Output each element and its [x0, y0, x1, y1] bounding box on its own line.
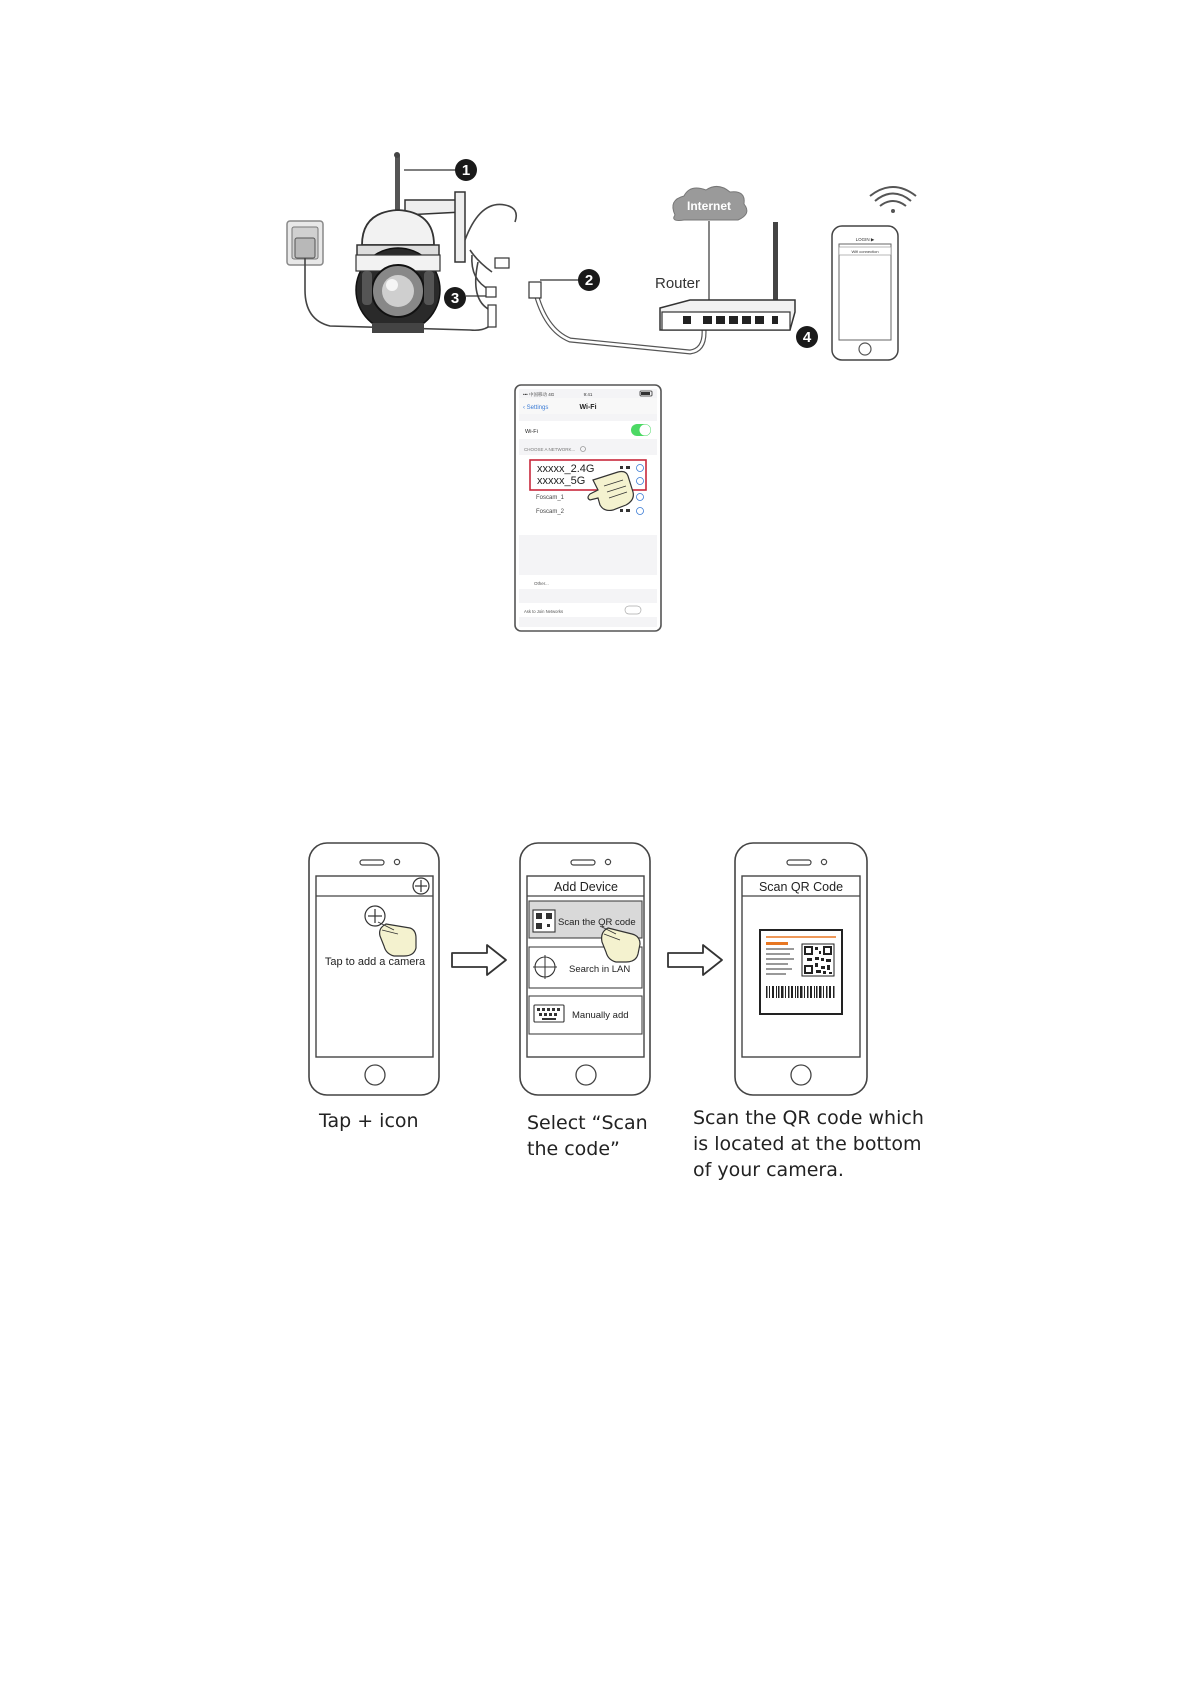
svg-text:Router: Router	[655, 275, 701, 292]
network-2-4g[interactable]: xxxxx_2.4G	[537, 463, 595, 475]
step-1-phone	[309, 843, 439, 1095]
scan-qr-title: Scan QR Code	[758, 880, 844, 894]
status-time: 9:41	[583, 392, 593, 397]
step-2-caption	[527, 1110, 648, 1162]
caption-line: the code”	[527, 1138, 620, 1160]
center-plus-icon[interactable]	[365, 906, 385, 926]
svg-text:Manually add: Manually add	[572, 1010, 629, 1021]
back-to-settings-link[interactable]: ‹ Settings	[523, 405, 549, 411]
ask-to-join-label: Ask to Join Networks	[524, 609, 564, 614]
qr-code-icon	[802, 944, 834, 976]
svg-text:4: 4	[802, 329, 812, 346]
caption-line: Select “Scan	[527, 1112, 648, 1134]
step-3-caption	[693, 1105, 924, 1183]
network-foscam-1[interactable]: Foscam_1	[536, 495, 565, 501]
add-plus-icon[interactable]	[413, 878, 429, 894]
svg-text:1: 1	[461, 162, 471, 179]
svg-text:Internet: Internet	[686, 199, 732, 213]
caption-line: Scan the QR code which	[693, 1107, 924, 1129]
svg-text:Wifi connection: Wifi connection	[851, 249, 879, 254]
network-foscam-2[interactable]: Foscam_2	[536, 509, 565, 515]
other-network-link[interactable]: Other...	[534, 581, 549, 586]
svg-text:2: 2	[584, 272, 594, 289]
svg-text:Search in LAN: Search in LAN	[569, 964, 631, 975]
status-carrier: ••• 中国移动 4G	[523, 392, 555, 397]
svg-text:LOGIN ▶: LOGIN ▶	[855, 237, 875, 242]
step-2-phone	[520, 843, 650, 1095]
svg-text:Scan the QR code: Scan the QR code	[558, 917, 636, 928]
manually-add-option[interactable]	[529, 996, 642, 1034]
caption-line: is located at the bottom	[693, 1133, 922, 1155]
wifi-toggle-label: Wi-Fi	[525, 429, 538, 435]
wifi-screen-title: Wi-Fi	[579, 404, 597, 411]
step-3-phone	[735, 843, 867, 1095]
caption-line: of your camera.	[693, 1159, 844, 1181]
caption-line: Tap + icon	[319, 1110, 419, 1132]
svg-text:3: 3	[450, 290, 460, 307]
network-5g[interactable]: xxxxx_5G	[537, 475, 586, 487]
keyboard-icon	[534, 1005, 564, 1022]
add-device-title: Add Device	[554, 880, 618, 894]
tap-add-camera-text: Tap to add a camera	[324, 956, 426, 968]
arrow-right-icon	[452, 945, 506, 975]
step-1-caption	[319, 1108, 419, 1134]
arrow-right-icon	[668, 945, 722, 975]
choose-network-label: CHOOSE A NETWORK...	[524, 447, 576, 452]
